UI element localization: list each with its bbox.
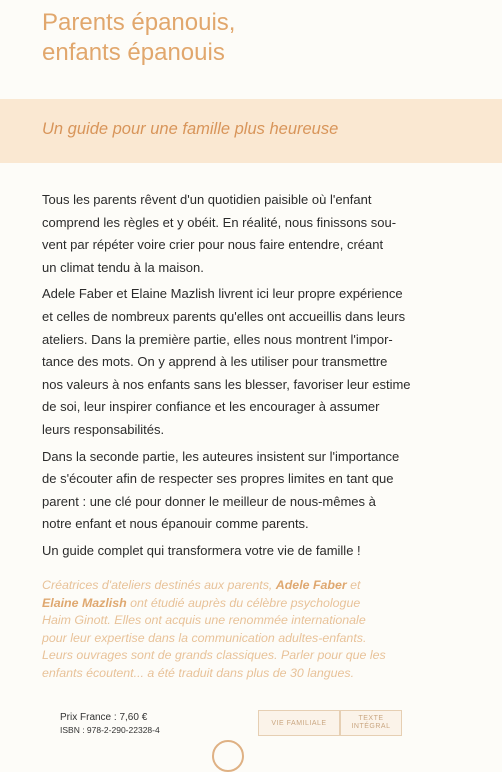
book-subtitle: Un guide pour une famille plus heureuse	[42, 120, 339, 138]
description	[42, 189, 474, 567]
tag-line: TEXTE	[358, 715, 384, 722]
text-line: ateliers. Dans la première partie, elles nous montrent l'impor-	[42, 331, 393, 347]
text-line: nos valeurs à nos enfants sans les blesser, favoriser leur estime	[42, 376, 411, 392]
text-line: comprend les règles et y obéit. En réalité, nous finissons sou-	[42, 214, 397, 230]
paragraph-3	[42, 446, 474, 536]
author-name: Adele Faber	[275, 578, 347, 592]
text-line: Adele Faber et Elaine Mazlish livrent ici leur propre expérience	[42, 286, 403, 302]
text-line: tance des mots. On y apprend à les utiliser pour transmettre	[42, 354, 388, 370]
publisher-logo-circle	[212, 740, 244, 772]
text-line: vent par répéter voire crier pour nous faire entendre, créant	[42, 237, 384, 253]
text-line: Dans la seconde partie, les auteures insistent sur l'importance	[42, 448, 400, 464]
book-title	[42, 8, 482, 68]
collection-tag: VIE FAMILIALE	[258, 710, 340, 736]
text-integral-tag	[340, 710, 402, 736]
text-line: Un guide complet qui transformera votre vie de famille !	[42, 542, 361, 558]
tag-line: INTÉGRAL	[351, 723, 391, 730]
bio-line: pour leur expertise dans la communication adultes-enfants.	[42, 630, 367, 645]
text-line: notre enfant et nous épanouir comme parents.	[42, 516, 309, 532]
bio-line	[42, 577, 482, 595]
text-line: et celles de nombreux parents qu'elles ont accueillis dans leurs	[42, 308, 406, 324]
bio-text: ont étudié auprès du célèbre psychologue	[126, 595, 361, 610]
book-title-line-2: enfants épanouis	[42, 39, 225, 66]
bio-text: et	[346, 578, 361, 592]
author-name: Elaine Mazlish	[42, 595, 127, 610]
bio-line: Leurs ouvrages sont de grands classiques. Parler pour que les	[42, 648, 386, 663]
bio-line: Haim Ginott. Elles ont acquis une renommée internationale	[42, 613, 366, 628]
paragraph-1	[42, 189, 474, 279]
bio-line: enfants écoutent... a été traduit dans plus de 30 langues.	[42, 665, 355, 680]
book-title-line-1: Parents épanouis,	[42, 9, 236, 36]
text-line: Tous les parents rêvent d'un quotidien paisible où l'enfant	[42, 192, 372, 207]
isbn-label: ISBN : 978-2-290-22328-4	[60, 725, 160, 735]
text-line: leurs responsabilités.	[42, 421, 165, 437]
text-line: parent : une clé pour donner le meilleur de nous-mêmes à	[42, 493, 376, 509]
bio-text: Créatrices d'ateliers destinés aux parents,	[42, 578, 276, 592]
price-block	[60, 711, 160, 737]
text-line: de soi, leur inspirer confiance et les encourager à assumer	[42, 399, 380, 415]
text-line: de s'écouter afin de respecter ses propres limites en tant que	[42, 471, 394, 487]
paragraph-2	[42, 283, 474, 441]
paragraph-4	[42, 540, 474, 563]
bio-line	[42, 595, 482, 613]
author-bio	[42, 577, 482, 683]
price-label: Prix France : 7,60 €	[60, 712, 148, 723]
text-line: un climat tendu à la maison.	[42, 259, 204, 275]
